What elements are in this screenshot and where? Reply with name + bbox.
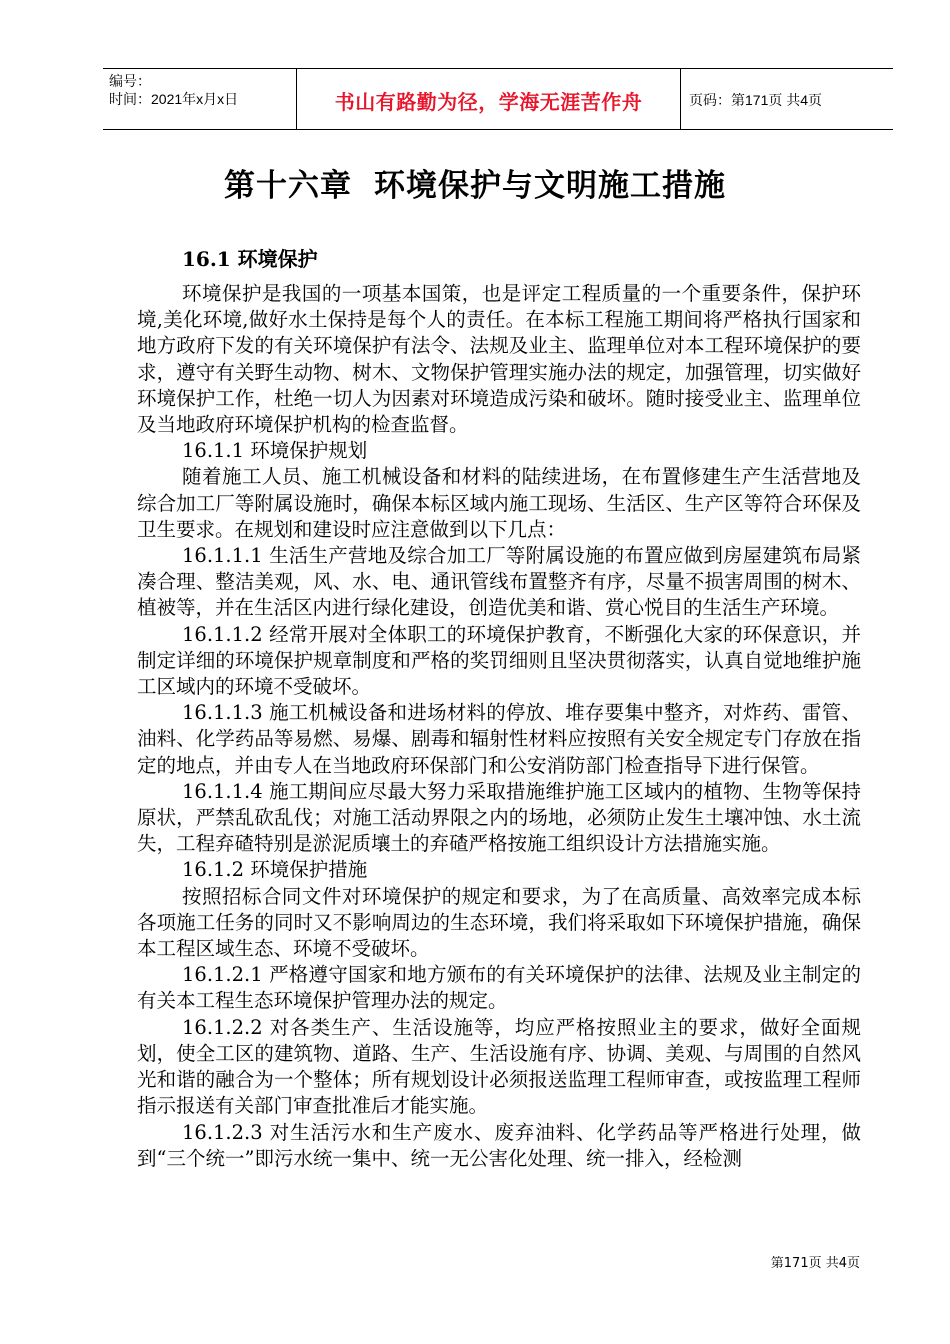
page-footer: 第171页 共4页 bbox=[770, 1256, 860, 1271]
header-meta-cell bbox=[103, 69, 297, 129]
subsection-heading: 16.1.2 环境保护措施 bbox=[182, 858, 368, 882]
section-heading: 16.1 环境保护 bbox=[182, 247, 318, 271]
header-motto-cell bbox=[297, 69, 681, 129]
paragraph: 16.1.1.3 施工机械设备和进场材料的停放、堆存要集中整齐，对炸药、雷管、油料、化学药品等易燃、易爆、剧毒和辐射性材料应按照有关安全规定专门存放在指定的地点，并由专人在当地政府环保部门和公安消防部门检查指导下进行保管。 bbox=[137, 701, 861, 777]
document-header bbox=[103, 68, 893, 130]
chapter-title bbox=[0, 160, 950, 205]
paragraph: 16.1.2.1 严格遵守国家和地方颁布的有关环境保护的法律、法规及业主制定的有关本工程生态环境保护管理办法的规定。 bbox=[137, 963, 861, 1013]
paragraph: 16.1.1.1 生活生产营地及综合加工厂等附属设施的布置应做到房屋建筑布局紧凑合理、整洁美观，风、水、电、通讯管线布置整齐有序，尽量不损害周围的树木、植被等，并在生活区内进行绿化建设，创造优美和谐、赏心悦目的生活生产环境。 bbox=[137, 544, 861, 620]
header-time-label: 时间：2021年x月x日 bbox=[109, 91, 239, 107]
subsection-heading: 16.1.1 环境保护规划 bbox=[182, 439, 368, 463]
paragraph: 16.1.2.3 对生活污水和生产废水、废弃油料、化学药品等严格进行处理，做到“三个统一”即污水统一集中、统一无公害化处理、统一排入，经检测 bbox=[137, 1120, 861, 1170]
header-motto: 书山有路勤为径，学海无涯苦作舟 bbox=[334, 90, 643, 114]
paragraph: 随着施工人员、施工机械设备和材料的陆续进场，在布置修建生产生活营地及综合加工厂等附属设施时，确保本标区域内施工现场、生活区、生产区等符合环保及卫生要求。在规划和建设时应注意做到以下几点： bbox=[137, 465, 861, 541]
paragraph: 16.1.1.4 施工期间应尽最大努力采取措施维护施工区域内的植物、生物等保持原状，严禁乱砍乱伐；对施工活动界限之内的场地，必须防止发生土壤冲蚀、水土流失，工程弃碴特别是淤泥质壤土的弃碴严格按施工组织设计方法措施实施。 bbox=[137, 779, 861, 856]
header-number-label: 编号： bbox=[109, 73, 151, 89]
chapter-number: 第十六章 bbox=[224, 168, 352, 204]
header-page-label: 页码：第171页 共4页 bbox=[689, 92, 823, 108]
paragraph: 16.1.2.2 对各类生产、生活设施等，均应严格按照业主的要求，做好全面规划，使全工区的建筑物、道路、生产、生活设施有序、协调、美观、与周围的自然风光和谐的融合为一个整体；所有规划设计必须报送监理工程师审查，或按监理工程师指示报送有关部门审查批准后才能实施。 bbox=[137, 1015, 861, 1118]
paragraph: 环境保护是我国的一项基本国策，也是评定工程质量的一个重要条件，保护环境,美化环境,做好水土保持是每个人的责任。在本标工程施工期间将严格执行国家和地方政府下发的有关环境保护有法令、法规及业主、监理单位对本工程环境保护的要求，遵守有关野生动物、树木、文物保护管理实施办法的规定，加强管理，切实做好环境保护工作，杜绝一切人为因素对环境造成污染和破坏。随时接受业主、监理单位及当地政府环境保护机构的检查监督。 bbox=[137, 282, 861, 437]
paragraph: 16.1.1.2 经常开展对全体职工的环境保护教育，不断强化大家的环保意识，并制定详细的环境保护规章制度和严格的奖罚细则且坚决贯彻落实，认真自觉地维护施工区域内的环境不受破坏。 bbox=[137, 622, 861, 699]
header-page-cell bbox=[681, 69, 893, 129]
body-text bbox=[137, 281, 861, 1172]
chapter-name: 环境保护与文明施工措施 bbox=[374, 168, 726, 204]
paragraph: 按照招标合同文件对环境保护的规定和要求，为了在高质量、高效率完成本标各项施工任务的同时又不影响周边的生态环境，我们将采取如下环境保护措施，确保本工程区域生态、环境不受破坏。 bbox=[137, 884, 861, 961]
